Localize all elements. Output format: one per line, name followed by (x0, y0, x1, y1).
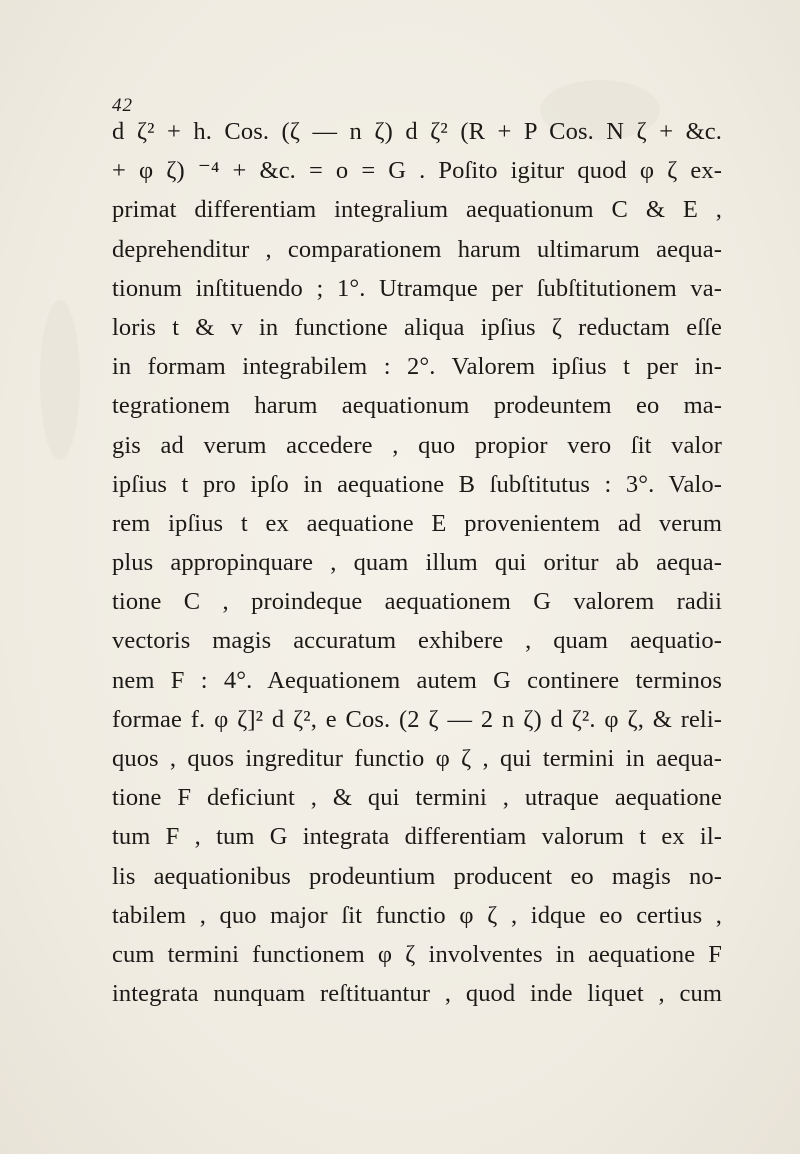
text-line: ipſius t pro ipſo in aequatione B ſubſtitutus : 3°. Valo- (112, 470, 722, 498)
text-line: primat differentiam integralium aequationum C & E , (112, 196, 722, 224)
text-line: gis ad verum accedere , quo propior vero ſit valor (112, 431, 722, 459)
text-line: deprehenditur , comparationem harum ultimarum aequa- (112, 235, 722, 263)
text-line: tum F , tum G integrata differentiam valorum t ex il- (112, 823, 722, 851)
text-line: tionum inſtituendo ; 1°. Utramque per ſubſtitutionem va- (112, 274, 722, 302)
text-line: rem ipſius t ex aequatione E provenientem ad verum (112, 509, 722, 537)
text-line: tegrationem harum aequationum prodeuntem eo ma- (112, 392, 722, 420)
text-line: lis aequationibus prodeuntium producent eo magis no- (112, 862, 722, 890)
text-line: d ζ² + h. Cos. (ζ — n ζ) d ζ² (R + P Cos. N ζ + &c. (112, 118, 722, 145)
text-line: + φ ζ) ⁻⁴ + &c. = o = G . Poſito igitur quod φ ζ ex- (112, 157, 722, 185)
text-line: plus appropinquare , quam illum qui oritur ab aequa- (112, 549, 722, 577)
text-line: tione C , proindeque aequationem G valorem radii (112, 588, 722, 616)
text-line: integrata nunquam reſtituantur , quod inde liquet , cum (112, 980, 722, 1008)
text-line: tabilem , quo major ſit functio φ ζ , idque eo certius , (112, 901, 722, 929)
text-line: loris t & v in functione aliqua ipſius ζ reductam eſſe (112, 313, 722, 341)
text-line: cum termini functionem φ ζ involventes in aequatione F (112, 940, 722, 968)
text-line: quos , quos ingreditur functio φ ζ , qui termini in aequa- (112, 745, 722, 772)
text-line: formae f. φ ζ]² d ζ², e Cos. (2 ζ — 2 n ζ) d ζ². φ ζ, & reli- (112, 705, 722, 733)
page-number: 42 (112, 95, 133, 116)
text-line: vectoris magis accuratum exhibere , quam aequatio- (112, 627, 722, 655)
text-line: tione F deficiunt , & qui termini , utraque aequatione (112, 784, 722, 812)
paper-stain (40, 300, 80, 460)
text-line: in formam integrabilem : 2°. Valorem ipſius t per in- (112, 353, 722, 381)
text-line: nem F : 4°. Aequationem autem G continere terminos (112, 666, 722, 694)
body-text (112, 112, 722, 1013)
